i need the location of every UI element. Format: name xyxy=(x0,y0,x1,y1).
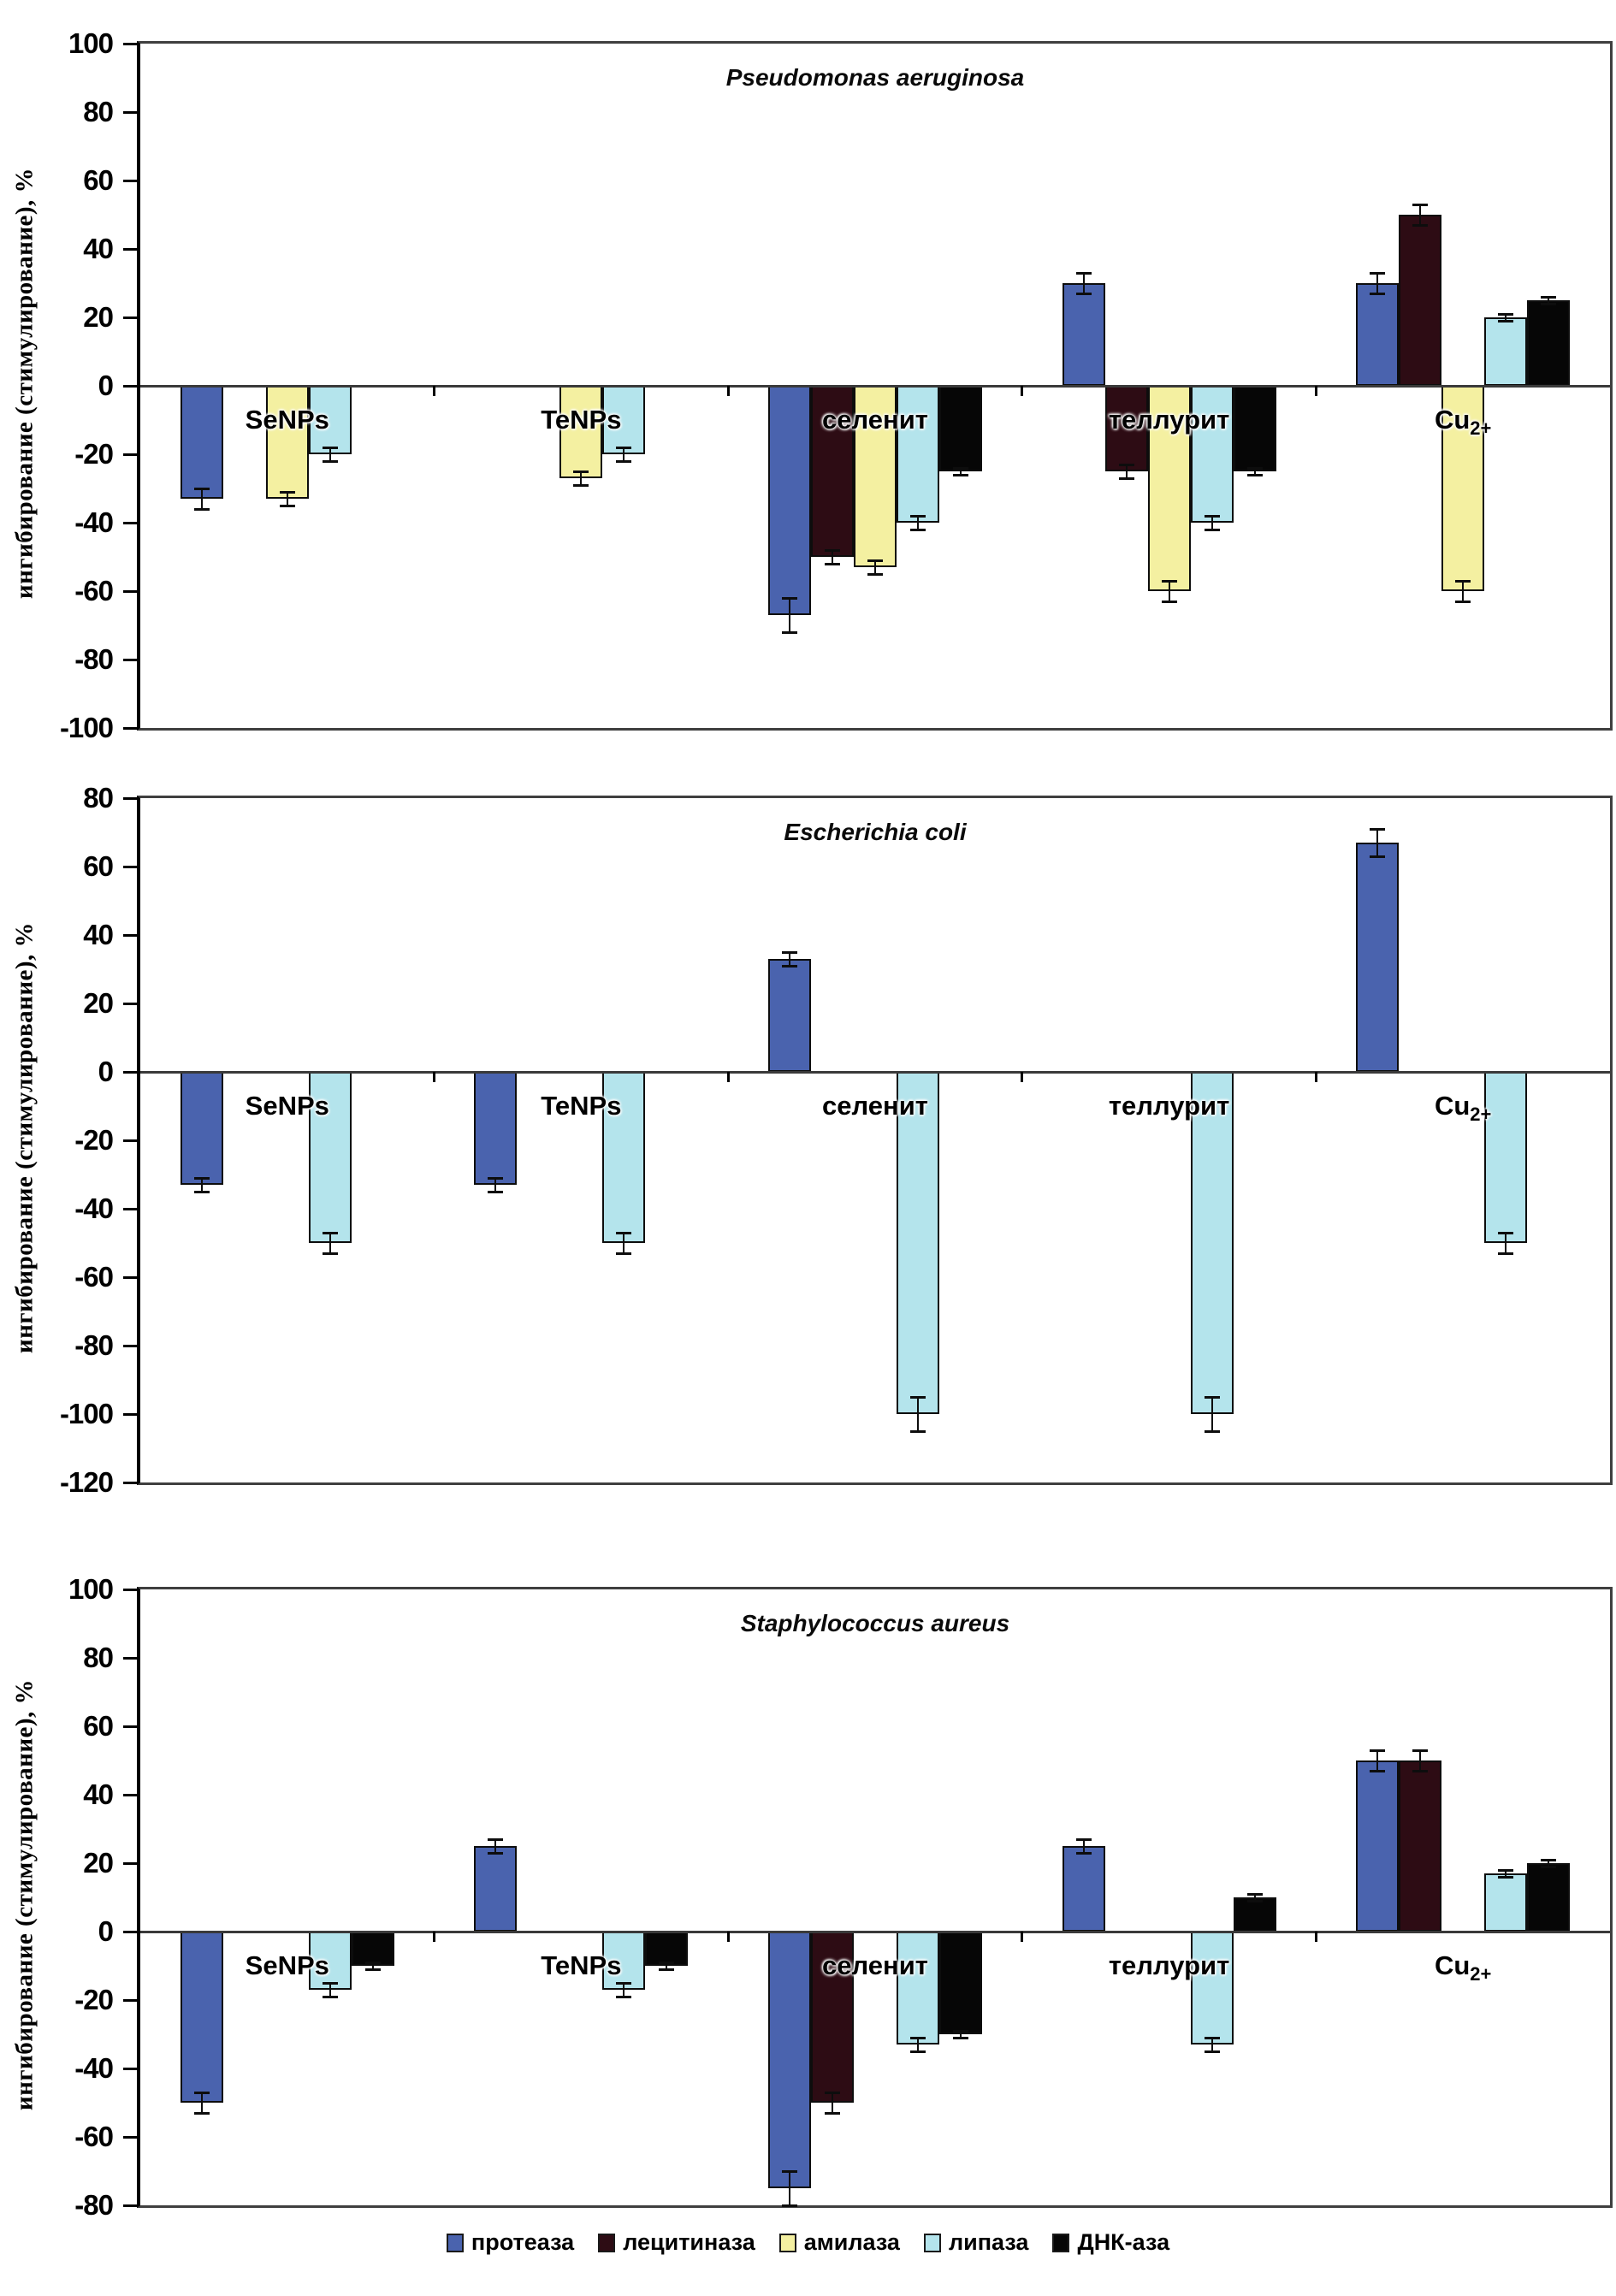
y-tick-label: 20 xyxy=(83,987,113,1019)
error-bar-cap xyxy=(910,529,926,531)
y-tick xyxy=(123,934,137,937)
legend-label: протеаза xyxy=(471,2229,575,2255)
legend-item xyxy=(598,2229,755,2256)
error-bar-line xyxy=(1169,581,1170,601)
zero-line xyxy=(140,385,1610,388)
y-tick-label: 80 xyxy=(83,96,113,127)
error-bar-cap xyxy=(782,965,797,968)
error-bar-cap xyxy=(910,515,926,518)
error-bar-cap xyxy=(1455,601,1471,603)
x-tick xyxy=(727,386,730,396)
y-tick-label: -80 xyxy=(74,1329,113,1361)
x-tick xyxy=(727,1072,730,1082)
subscript: 2+ xyxy=(1470,417,1492,440)
error-bar-cap xyxy=(1247,474,1263,476)
panel-title: Pseudomonas aeruginosa xyxy=(725,64,1025,91)
error-bar-cap xyxy=(323,460,338,463)
y-tick xyxy=(123,1413,137,1416)
error-bar-line xyxy=(623,1233,624,1253)
y-tick-label: 40 xyxy=(83,233,113,264)
error-bar-cap xyxy=(616,447,631,449)
bar xyxy=(1399,1760,1441,1932)
bar xyxy=(1191,1932,1234,2045)
error-bar-cap xyxy=(825,563,840,565)
error-bar-cap xyxy=(1541,303,1556,305)
bar xyxy=(1063,283,1105,386)
y-tick xyxy=(123,1657,137,1660)
error-bar-line xyxy=(832,2092,833,2113)
legend-swatch xyxy=(598,2234,615,2252)
category-label: теллурит xyxy=(1108,1950,1230,1980)
error-bar-cap xyxy=(573,470,589,473)
y-tick xyxy=(123,866,137,868)
error-bar-cap xyxy=(1119,477,1134,480)
error-bar-cap xyxy=(616,1982,631,1985)
y-tick-label: 60 xyxy=(83,164,113,196)
y-tick-label: -100 xyxy=(59,1398,113,1429)
bar xyxy=(1527,300,1570,386)
legend-swatch xyxy=(779,2234,796,2252)
error-bar-cap xyxy=(1205,1396,1220,1399)
error-bar-cap xyxy=(1498,1252,1513,1255)
error-bar-cap xyxy=(1076,1838,1092,1841)
error-bar-cap xyxy=(867,559,883,562)
error-bar-cap xyxy=(488,1177,503,1180)
y-tick-label: -60 xyxy=(74,575,113,607)
error-bar-cap xyxy=(194,2092,210,2094)
y-tick xyxy=(123,317,137,319)
y-tick xyxy=(123,2204,137,2207)
error-bar-line xyxy=(789,598,790,632)
category-label: TeNPs xyxy=(541,1950,622,1980)
error-bar-cap xyxy=(825,549,840,552)
error-bar-cap xyxy=(1205,515,1220,518)
y-tick xyxy=(123,1931,137,1933)
chart-panel-staphylococcus xyxy=(0,1573,1616,2221)
error-bar-cap xyxy=(1498,313,1513,316)
y-tick-label: 80 xyxy=(83,1642,113,1673)
legend-item xyxy=(1052,2229,1169,2256)
error-bar-cap xyxy=(488,1852,503,1855)
panel-title: Staphylococcus aureus xyxy=(740,1610,1010,1636)
y-tick-label: 100 xyxy=(68,1573,113,1605)
x-tick xyxy=(1021,1072,1023,1082)
x-tick xyxy=(1315,1932,1317,1942)
error-bar-cap xyxy=(1412,224,1428,227)
error-bar-cap xyxy=(323,447,338,449)
error-bar-line xyxy=(1376,273,1378,293)
error-bar-cap xyxy=(1370,272,1385,275)
error-bar-cap xyxy=(194,1177,210,1180)
y-tick-label: -20 xyxy=(74,438,113,470)
error-bar-cap xyxy=(953,2030,968,2033)
error-bar-cap xyxy=(280,505,295,507)
error-bar-cap xyxy=(825,2112,840,2115)
x-tick xyxy=(433,386,435,396)
error-bar-cap xyxy=(1370,855,1385,858)
y-tick xyxy=(123,1862,137,1865)
error-bar-cap xyxy=(194,2112,210,2115)
y-tick xyxy=(123,248,137,251)
bar xyxy=(266,386,309,499)
error-bar-line xyxy=(1376,1750,1378,1771)
error-bar-cap xyxy=(1247,1893,1263,1896)
error-bar-cap xyxy=(782,631,797,634)
y-tick xyxy=(123,180,137,182)
error-bar-cap xyxy=(1370,1749,1385,1752)
y-tick-label: -20 xyxy=(74,1984,113,2015)
y-tick xyxy=(123,1794,137,1796)
bar xyxy=(1234,1897,1276,1932)
y-tick xyxy=(123,1139,137,1142)
error-bar-cap xyxy=(1412,204,1428,206)
category-label: SeNPs xyxy=(245,405,329,435)
error-bar-cap xyxy=(867,573,883,576)
y-tick xyxy=(123,43,137,45)
plot-area xyxy=(59,782,1613,1498)
error-bar-cap xyxy=(1370,293,1385,295)
error-bar-cap xyxy=(1119,464,1134,466)
category-label: селенит xyxy=(821,1091,928,1121)
y-tick-label: -40 xyxy=(74,506,113,538)
y-tick-label: -60 xyxy=(74,1261,113,1293)
error-bar-cap xyxy=(488,1191,503,1193)
y-axis-label: ингибирование (стимулирование), % xyxy=(10,167,38,600)
legend-label: амилаза xyxy=(803,2229,900,2255)
bar xyxy=(1063,1846,1105,1932)
y-tick xyxy=(123,1589,137,1591)
error-bar-cap xyxy=(616,1996,631,1998)
error-bar-cap xyxy=(782,2204,797,2207)
y-axis-label-column xyxy=(5,1587,44,2203)
subscript: 2+ xyxy=(1470,1104,1492,1126)
error-bar-cap xyxy=(910,1430,926,1433)
error-bar-cap xyxy=(1541,1866,1556,1868)
bar xyxy=(181,1072,223,1185)
bar xyxy=(1191,1072,1234,1414)
y-tick-label: -120 xyxy=(59,1466,113,1498)
error-bar-cap xyxy=(573,484,589,487)
x-tick xyxy=(1315,386,1317,396)
legend-item xyxy=(779,2229,900,2256)
error-bar-line xyxy=(1419,1750,1421,1771)
x-tick xyxy=(1021,1932,1023,1942)
error-bar-cap xyxy=(280,491,295,494)
error-bar-cap xyxy=(194,488,210,490)
error-bar-cap xyxy=(953,467,968,470)
error-bar-cap xyxy=(1162,601,1177,603)
y-tick-label: -40 xyxy=(74,2052,113,2084)
y-tick xyxy=(123,590,137,593)
error-bar-cap xyxy=(782,597,797,600)
legend xyxy=(0,2229,1616,2256)
bar xyxy=(1356,283,1399,386)
bar xyxy=(1356,1760,1399,1932)
error-bar-cap xyxy=(1205,1430,1220,1433)
legend-swatch xyxy=(1052,2234,1069,2252)
error-bar-cap xyxy=(1247,1900,1263,1902)
y-tick-label: -80 xyxy=(74,643,113,675)
bar xyxy=(897,1072,939,1414)
y-tick-label: 100 xyxy=(68,27,113,59)
x-tick xyxy=(433,1932,435,1942)
error-bar-cap xyxy=(910,2037,926,2039)
category-label: TeNPs xyxy=(541,405,622,435)
category-label: теллурит xyxy=(1108,1091,1230,1121)
plot-area xyxy=(59,27,1613,743)
y-tick xyxy=(123,1276,137,1279)
y-tick xyxy=(123,1999,137,2002)
bar xyxy=(1399,215,1441,386)
error-bar-cap xyxy=(616,1252,631,1255)
error-bar-cap xyxy=(616,1232,631,1234)
error-bar-line xyxy=(789,2171,790,2205)
y-tick-label: 60 xyxy=(83,1710,113,1742)
error-bar-cap xyxy=(194,1191,210,1193)
error-bar-cap xyxy=(1076,1852,1092,1855)
category-label: $Cu_{2+}$ xyxy=(1434,1950,1492,1985)
legend-item xyxy=(924,2229,1029,2256)
error-bar-cap xyxy=(782,2170,797,2173)
category-label: селенит xyxy=(821,405,928,435)
y-axis-label: ингибирование (стимулирование), % xyxy=(10,1678,38,2111)
y-tick xyxy=(123,522,137,524)
plot-area xyxy=(68,1573,1613,2221)
error-bar-cap xyxy=(910,1396,926,1399)
error-bar-cap xyxy=(1498,1232,1513,1234)
error-bar-line xyxy=(201,488,203,509)
y-tick-label: 20 xyxy=(83,1847,113,1879)
y-tick xyxy=(123,2068,137,2070)
error-bar-cap xyxy=(323,1232,338,1234)
y-tick xyxy=(123,797,137,800)
error-bar-cap xyxy=(323,1252,338,1255)
legend-swatch xyxy=(924,2234,941,2252)
error-bar-cap xyxy=(1498,320,1513,323)
error-bar-cap xyxy=(1370,1770,1385,1772)
y-axis-label: ингибирование (стимулирование), % xyxy=(10,921,38,1354)
error-bar-line xyxy=(1419,204,1421,225)
error-bar-cap xyxy=(1247,467,1263,470)
y-tick xyxy=(123,727,137,730)
legend-label: ДНК-аза xyxy=(1077,2229,1170,2255)
bar xyxy=(768,959,811,1072)
x-tick xyxy=(1315,1072,1317,1082)
y-tick xyxy=(123,1208,137,1210)
error-bar-line xyxy=(1083,273,1085,293)
x-tick xyxy=(1021,386,1023,396)
error-bar-cap xyxy=(1205,2037,1220,2039)
error-bar-cap xyxy=(1455,580,1471,583)
error-bar-line xyxy=(1211,1397,1213,1431)
error-bar-line xyxy=(201,2092,203,2113)
x-tick xyxy=(433,1072,435,1082)
error-bar-cap xyxy=(1412,1770,1428,1772)
error-bar-cap xyxy=(953,2037,968,2039)
y-tick-label: 0 xyxy=(98,1056,113,1087)
y-tick xyxy=(123,1071,137,1074)
y-tick xyxy=(123,659,137,661)
bar xyxy=(939,1932,982,2034)
y-tick xyxy=(123,1725,137,1728)
category-label: SeNPs xyxy=(245,1091,329,1121)
error-bar-cap xyxy=(1412,1749,1428,1752)
y-tick-label: 40 xyxy=(83,919,113,950)
category-label: SeNPs xyxy=(245,1950,329,1980)
y-tick-label: -80 xyxy=(74,2189,113,2221)
panel-title: Escherichia coli xyxy=(784,819,967,845)
error-bar-cap xyxy=(825,2092,840,2094)
y-tick xyxy=(123,1003,137,1005)
y-tick xyxy=(123,111,137,114)
error-bar-cap xyxy=(1205,2050,1220,2053)
x-tick xyxy=(727,1932,730,1942)
subscript: 2+ xyxy=(1470,1963,1492,1985)
error-bar-cap xyxy=(194,508,210,511)
error-bar-cap xyxy=(1541,1859,1556,1861)
legend-label: липаза xyxy=(948,2229,1029,2255)
category-label: селенит xyxy=(821,1950,928,1980)
bar xyxy=(1527,1863,1570,1932)
error-bar-line xyxy=(1462,581,1464,601)
legend-label: лецитиназа xyxy=(623,2229,755,2255)
category-label: теллурит xyxy=(1108,405,1230,435)
bar xyxy=(181,386,223,499)
chart-panel-escherichia xyxy=(0,782,1616,1498)
bar xyxy=(1356,843,1399,1072)
error-bar-cap xyxy=(1498,1869,1513,1872)
error-bar-line xyxy=(329,1233,331,1253)
error-bar-cap xyxy=(953,474,968,476)
y-tick-label: 60 xyxy=(83,850,113,882)
error-bar-cap xyxy=(616,460,631,463)
y-tick xyxy=(123,453,137,456)
y-tick-label: -20 xyxy=(74,1124,113,1156)
legend-item xyxy=(447,2229,574,2256)
error-bar-cap xyxy=(1162,580,1177,583)
y-tick-label: -40 xyxy=(74,1192,113,1224)
error-bar-cap xyxy=(323,1996,338,1998)
error-bar-line xyxy=(917,1397,919,1431)
y-tick xyxy=(123,1482,137,1484)
error-bar-line xyxy=(1505,1233,1506,1253)
error-bar-cap xyxy=(488,1838,503,1841)
y-tick-label: 0 xyxy=(98,370,113,401)
category-label: $Cu_{2+}$ xyxy=(1434,405,1492,440)
legend-swatch xyxy=(447,2234,464,2252)
y-tick xyxy=(123,2136,137,2139)
bar xyxy=(1484,1873,1527,1932)
bar xyxy=(1484,317,1527,386)
y-tick-label: 20 xyxy=(83,301,113,333)
zero-line xyxy=(140,1931,1610,1933)
error-bar-cap xyxy=(1076,293,1092,295)
y-tick-label: 0 xyxy=(98,1915,113,1947)
category-label: TeNPs xyxy=(541,1091,622,1121)
y-tick-label: 80 xyxy=(83,782,113,814)
y-tick xyxy=(123,385,137,388)
error-bar-cap xyxy=(1541,296,1556,299)
category-label: $Cu_{2+}$ xyxy=(1434,1091,1492,1126)
error-bar-cap xyxy=(910,2050,926,2053)
y-tick-label: -60 xyxy=(74,2121,113,2152)
bar xyxy=(474,1846,517,1932)
error-bar-cap xyxy=(782,951,797,954)
y-tick xyxy=(123,1345,137,1347)
bar xyxy=(897,1932,939,2045)
y-tick-label: -100 xyxy=(59,712,113,743)
error-bar-cap xyxy=(1076,272,1092,275)
error-bar-cap xyxy=(1498,1876,1513,1879)
error-bar-cap xyxy=(323,1982,338,1985)
error-bar-cap xyxy=(1205,529,1220,531)
y-tick-label: 40 xyxy=(83,1778,113,1810)
bar xyxy=(474,1072,517,1185)
zero-line xyxy=(140,1071,1610,1074)
chart-panel-pseudomonas xyxy=(0,27,1616,743)
